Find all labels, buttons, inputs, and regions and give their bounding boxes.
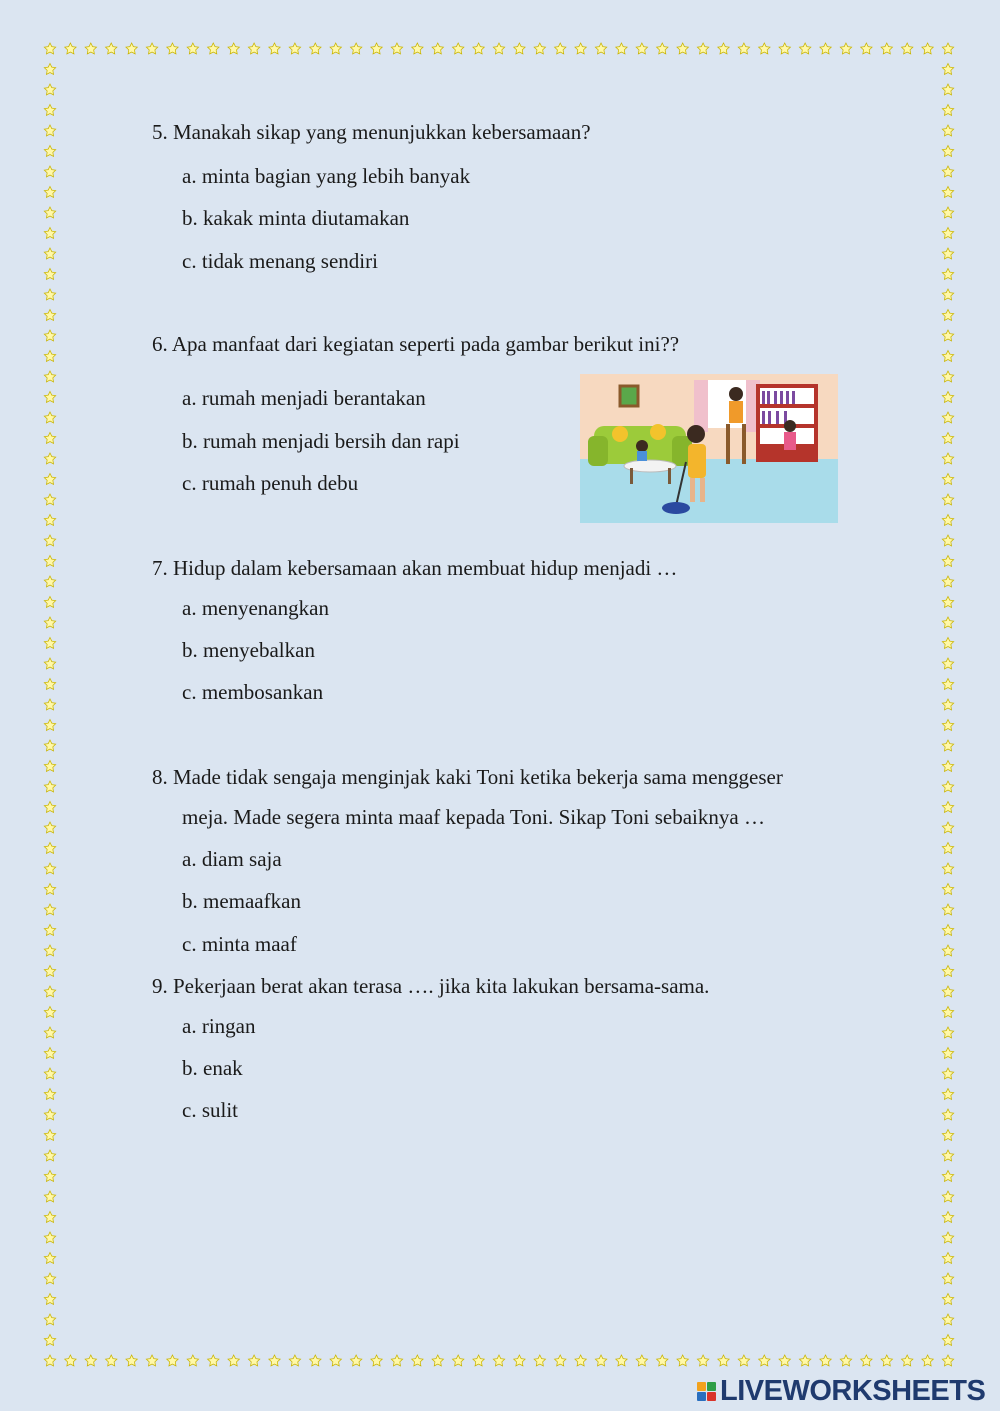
star-icon [820,43,831,54]
star-icon [412,43,423,54]
star-icon [942,1355,953,1366]
star-icon [65,43,76,54]
star-icon [44,1089,55,1100]
star-icon [44,945,55,956]
question-5-option-c[interactable]: c. tidak menang sendiri [182,249,378,273]
star-icon [942,1048,953,1059]
star-icon [106,1355,117,1366]
star-icon [391,1355,402,1366]
star-icon [65,1355,76,1366]
question-5-option-b[interactable]: b. kakak minta diutamakan [182,206,410,230]
star-icon [942,1007,953,1018]
star-icon [269,43,280,54]
star-icon [942,1253,953,1264]
star-icon [738,1355,749,1366]
star-icon [942,925,953,936]
star-icon [44,125,55,136]
star-icon [44,904,55,915]
star-icon [718,1355,729,1366]
star-icon [44,412,55,423]
star-icon [942,699,953,710]
star-icon [942,494,953,505]
star-icon [44,658,55,669]
star-icon [412,1355,423,1366]
star-icon [942,761,953,772]
star-icon [636,43,647,54]
star-icon [44,1335,55,1346]
star-icon [44,371,55,382]
question-5-option-a[interactable]: a. minta bagian yang lebih banyak [182,164,471,188]
star-icon [942,945,953,956]
star-icon [942,740,953,751]
star-icon [391,43,402,54]
star-icon [840,43,851,54]
star-icon [44,1273,55,1284]
star-icon [44,1109,55,1120]
star-icon [432,1355,443,1366]
star-icon [942,1130,953,1141]
star-icon [350,1355,361,1366]
star-icon [942,1314,953,1325]
star-icon [657,43,668,54]
star-icon [514,1355,525,1366]
star-icon [942,1232,953,1243]
star-icon [555,43,566,54]
star-icon [473,43,484,54]
star-icon [942,330,953,341]
star-icon [44,64,55,75]
question-6-option-a[interactable]: a. rumah menjadi berantakan [182,386,426,410]
question-7-option-a[interactable]: a. menyenangkan [182,596,329,620]
star-icon [269,1355,280,1366]
star-icon [44,617,55,628]
star-icon [901,1355,912,1366]
star-icon [942,1150,953,1161]
star-icon [44,1130,55,1141]
star-icon [452,43,463,54]
star-icon [942,412,953,423]
star-icon [289,1355,300,1366]
star-icon [44,699,55,710]
star-icon [840,1355,851,1366]
star-icon [44,330,55,341]
question-9-option-c[interactable]: c. sulit [182,1098,238,1122]
star-icon [799,1355,810,1366]
star-icon [942,1089,953,1100]
star-icon [942,351,953,362]
star-icon [146,43,157,54]
star-icon [534,43,545,54]
star-icon [942,556,953,567]
star-icon [942,392,953,403]
star-icon [942,884,953,895]
star-icon [697,1355,708,1366]
star-icon [881,1355,892,1366]
star-icon [289,43,300,54]
family-cleaning-illustration [580,374,838,523]
star-icon [44,720,55,731]
star-icon [44,166,55,177]
star-icon [657,1355,668,1366]
star-icon [942,433,953,444]
star-icon [44,556,55,567]
star-icon [187,43,198,54]
star-icon [85,1355,96,1366]
star-icon [697,43,708,54]
star-icon [779,43,790,54]
question-8-text-line-1: 8. Made tidak sengaja menginjak kaki Toni ketika bekerja sama menggeser [152,765,783,789]
star-icon [942,679,953,690]
star-icon [616,1355,627,1366]
question-8-text-line-2: meja. Made segera minta maaf kepada Toni. Sikap Toni sebaiknya … [182,805,765,829]
star-icon [942,1335,953,1346]
question-9-text: 9. Pekerjaan berat akan terasa …. jika kita lakukan bersama-sama. [152,974,710,998]
star-icon [44,515,55,526]
star-icon [44,207,55,218]
star-icon [942,64,953,75]
star-icon [942,207,953,218]
star-icon [575,1355,586,1366]
star-icon [44,228,55,239]
star-icon [44,1191,55,1202]
star-icon-group [44,43,953,1366]
star-icon [208,43,219,54]
star-icon [942,1212,953,1223]
star-icon [44,1253,55,1264]
star-icon [493,1355,504,1366]
star-icon [44,679,55,690]
star-icon [44,310,55,321]
star-icon [44,1171,55,1182]
star-icon [942,638,953,649]
star-icon [44,781,55,792]
star-icon [779,1355,790,1366]
star-icon [555,1355,566,1366]
star-icon [942,105,953,116]
star-icon [942,166,953,177]
star-icon [167,43,178,54]
logo-mark-icon [697,1382,716,1401]
star-icon [942,371,953,382]
star-icon [44,884,55,895]
star-icon [44,433,55,444]
question-7-text: 7. Hidup dalam kebersamaan akan membuat hidup menjadi … [152,556,678,580]
star-icon [922,43,933,54]
star-icon [44,966,55,977]
star-icon [942,453,953,464]
star-icon [942,617,953,628]
star-icon [208,1355,219,1366]
star-icon [942,1273,953,1284]
question-6-option-c[interactable]: c. rumah penuh debu [182,471,359,495]
star-icon [126,43,137,54]
star-icon [942,802,953,813]
star-icon [534,1355,545,1366]
question-6-option-b[interactable]: b. rumah menjadi bersih dan rapi [182,429,460,453]
star-icon [942,43,953,54]
star-icon [942,822,953,833]
star-icon [616,43,627,54]
star-icon [942,84,953,95]
star-icon [942,269,953,280]
star-icon [44,1314,55,1325]
star-icon [820,1355,831,1366]
star-icon [146,1355,157,1366]
star-icon [595,43,606,54]
star-icon [942,187,953,198]
star-icon [942,310,953,321]
star-icon [942,1294,953,1305]
star-icon [44,576,55,587]
star-icon [473,1355,484,1366]
star-icon [330,43,341,54]
star-icon [514,43,525,54]
star-icon [248,43,259,54]
star-icon [44,453,55,464]
star-icon [44,146,55,157]
star-icon [44,1294,55,1305]
star-icon [575,43,586,54]
star-icon [677,1355,688,1366]
star-icon [942,966,953,977]
star-icon [44,802,55,813]
star-icon [310,1355,321,1366]
star-icon [881,43,892,54]
star-icon [44,1355,55,1366]
star-icon [759,43,770,54]
star-icon [942,515,953,526]
question-8-option-c[interactable]: c. minta maaf [182,932,297,956]
star-icon [310,43,321,54]
star-icon [44,597,55,608]
question-8-option-b[interactable]: b. memaafkan [182,889,301,913]
star-icon [942,146,953,157]
star-icon [942,843,953,854]
star-icon [861,1355,872,1366]
star-icon [44,1232,55,1243]
logo-text: LIVEWORKSHEETS [720,1374,986,1407]
star-icon [942,863,953,874]
star-icon [942,228,953,239]
question-7-option-c[interactable]: c. membosankan [182,680,324,704]
star-icon [44,1048,55,1059]
star-icon [85,43,96,54]
star-icon [44,1027,55,1038]
star-icon [44,843,55,854]
star-icon [44,474,55,485]
star-icon [44,986,55,997]
question-6-text: 6. Apa manfaat dari kegiatan seperti pada gambar berikut ini?? [152,332,680,356]
star-icon [106,43,117,54]
star-icon [636,1355,647,1366]
star-icon [942,289,953,300]
star-icon [44,84,55,95]
star-icon [44,1212,55,1223]
star-icon [371,43,382,54]
star-icon [677,43,688,54]
star-icon [44,535,55,546]
star-icon [44,863,55,874]
star-icon [126,1355,137,1366]
star-icon [187,1355,198,1366]
star-icon [44,761,55,772]
question-9-option-b[interactable]: b. enak [182,1056,243,1080]
star-icon [942,904,953,915]
star-icon [942,597,953,608]
star-icon [452,1355,463,1366]
star-icon [942,248,953,259]
star-icon [942,986,953,997]
star-icon [942,125,953,136]
star-icon [44,187,55,198]
star-icon [44,494,55,505]
star-icon [799,43,810,54]
star-icon [942,720,953,731]
star-icon [44,289,55,300]
star-icon [44,1007,55,1018]
star-icon [942,535,953,546]
star-icon [861,43,872,54]
star-icon [942,1027,953,1038]
question-5-text: 5. Manakah sikap yang menunjukkan kebersamaan? [152,120,591,144]
star-icon [942,781,953,792]
star-icon [942,1171,953,1182]
liveworksheets-logo[interactable] [697,1374,985,1408]
star-icon [942,1068,953,1079]
star-icon [248,1355,259,1366]
star-icon [330,1355,341,1366]
star-icon [44,392,55,403]
star-icon [44,269,55,280]
star-icon [44,822,55,833]
star-icon [432,43,443,54]
question-7-option-b[interactable]: b. menyebalkan [182,638,315,662]
star-icon [718,43,729,54]
star-icon [371,1355,382,1366]
star-icon [44,43,55,54]
star-icon [167,1355,178,1366]
star-icon [44,638,55,649]
star-icon [44,1150,55,1161]
star-icon [44,248,55,259]
star-icon [350,43,361,54]
star-icon [44,740,55,751]
star-icon [44,351,55,362]
star-icon [901,43,912,54]
star-icon [44,925,55,936]
star-icon [738,43,749,54]
question-8-option-a[interactable]: a. diam saja [182,847,282,871]
star-icon [228,43,239,54]
star-icon [228,1355,239,1366]
star-icon [493,43,504,54]
star-icon [942,658,953,669]
star-icon [595,1355,606,1366]
star-icon [942,1109,953,1120]
star-icon [942,576,953,587]
star-icon [759,1355,770,1366]
star-icon [44,1068,55,1079]
star-icon [44,105,55,116]
star-icon [922,1355,933,1366]
question-9-option-a[interactable]: a. ringan [182,1014,256,1038]
star-icon [942,474,953,485]
star-icon [942,1191,953,1202]
